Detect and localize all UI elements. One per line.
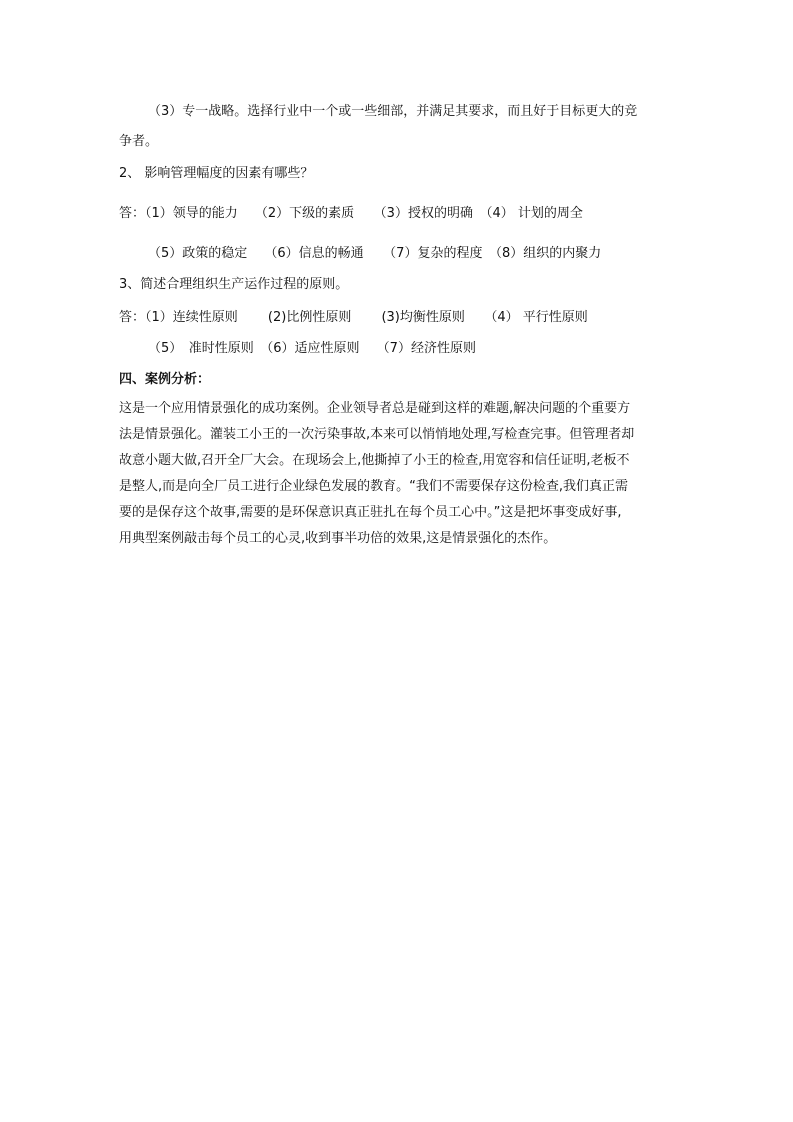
- q3-answer-line1: 答：（1）连续性原则 (2)比例性原则 (3)均衡性原则 （4） 平行性原则: [119, 310, 588, 325]
- case-line: 法是情景强化。灌装工小王的一次污染事故,本来可以悄悄地处理,写检查完事。但管理者却: [119, 427, 635, 442]
- case-line: 这是一个应用情景强化的成功案例。企业领导者总是碰到这样的难题,解决问题的个重要方: [119, 401, 631, 416]
- q3-answer-line2: （5） 准时性原则 （6）适应性原则 （7）经济性原则: [148, 341, 476, 356]
- case-line: 故意小题大做,召开全厂大会。在现场会上,他撕掉了小王的检查,用宽容和信任证明,老板不: [119, 453, 630, 468]
- q1-item3-line1: （3）专一战略。选择行业中一个或一些细部，并满足其要求，而且好于目标更大的竞: [148, 104, 638, 119]
- q2-question: 2、 影响管理幅度的因素有哪些？: [119, 166, 314, 181]
- case-line: 是整人,而是向全厂员工进行企业绿色发展的教育。“我们不需要保存这份检查,我们真正需: [119, 479, 629, 494]
- q3-question: 3、简述合理组织生产运作过程的原则。: [119, 277, 349, 292]
- case-line: 要的是保存这个故事,需要的是环保意识真正驻扎在每个员工心中。”这是把坏事变成好事,: [119, 505, 622, 520]
- section-heading: 四、案例分析：: [119, 372, 211, 387]
- case-line: 用典型案例敲击每个员工的心灵,收到事半功倍的效果,这是情景强化的杰作。: [119, 531, 557, 546]
- q2-answer-line1: 答：（1）领导的能力 （2）下级的素质 （3）授权的明确 （4） 计划的周全: [119, 206, 583, 221]
- case-analysis-paragraph: [119, 396, 679, 552]
- q1-item3-line2: 争者。: [119, 134, 159, 149]
- q2-answer-line2: （5）政策的稳定 （6）信息的畅通 （7）复杂的程度 （8）组织的内聚力: [148, 246, 602, 261]
